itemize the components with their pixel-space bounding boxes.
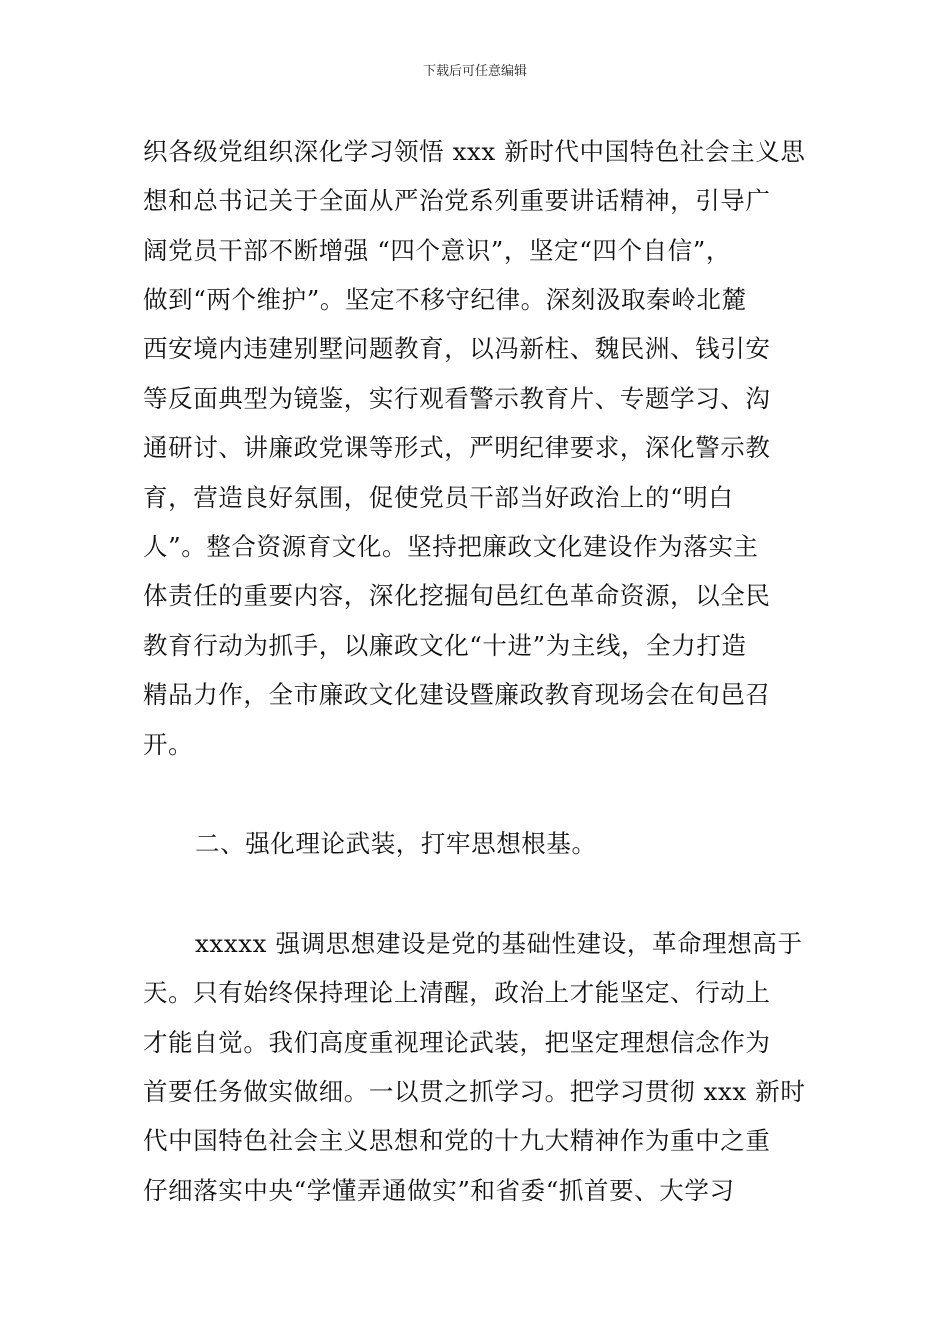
paragraph-line: 教育行动为抓手，以廉政文化“十进”为主线，全力打造: [143, 631, 747, 660]
page-header: 下载后可任意编辑: [422, 64, 527, 79]
paragraph-line: 代中国特色社会主义思想和党的十九大精神作为重中之重: [143, 1126, 771, 1155]
paragraph-line: 精品力作，全市廉政文化建设暨廉政教育现场会在旬邑召: [143, 680, 771, 709]
paragraph-line: 才能自觉。我们高度重视理论武装，把坚定理想信念作为: [143, 1028, 771, 1057]
paragraph-line: 等反面典型为镜鉴，实行观看警示教育片、专题学习、沟: [143, 384, 771, 413]
paragraph-line: 想和总书记关于全面从严治党系列重要讲话精神，引导广: [143, 186, 771, 215]
paragraph-line: 天。只有始终保持理论上清醒，政治上才能坚定、行动上: [143, 978, 771, 1007]
paragraph-line: 织各级党组织深化学习领悟 xxx 新时代中国特色社会主义思: [143, 137, 806, 166]
paragraph-line: 开。: [143, 730, 194, 759]
paragraph-line: xxxxx 强调思想建设是党的基础性建设，革命理想高于: [195, 929, 803, 958]
paragraph-line: 做到“两个维护”。坚定不移守纪律。深刻汲取秦岭北麓: [143, 285, 747, 314]
paragraph-line: 育，营造良好氛围，促使党员干部当好政治上的“明白: [143, 483, 734, 512]
paragraph-line: 人”。整合资源育文化。坚持把廉政文化建设作为落实主: [143, 532, 759, 561]
paragraph-line: 首要任务做实做细。一以贯之抓学习。把学习贯彻 xxx 新时: [143, 1077, 806, 1106]
paragraph-line: 通研讨、讲廉政党课等形式，严明纪律要求，深化警示教: [143, 433, 771, 462]
paragraph-line: 仔细落实中央“学懂弄通做实”和省委“抓首要、大学习: [143, 1176, 735, 1205]
paragraph-line: 阔党员干部不断增强 “四个意识”，坚定“四个自信”，: [143, 236, 731, 265]
section-heading: 二、强化理论武装，打牢思想根基。: [195, 829, 597, 858]
paragraph-line: 体责任的重要内容，深化挖掘旬邑红色革命资源，以全民: [143, 581, 771, 610]
paragraph-line: 西安境内违建别墅问题教育，以冯新柱、魏民洲、钱引安: [143, 334, 771, 363]
